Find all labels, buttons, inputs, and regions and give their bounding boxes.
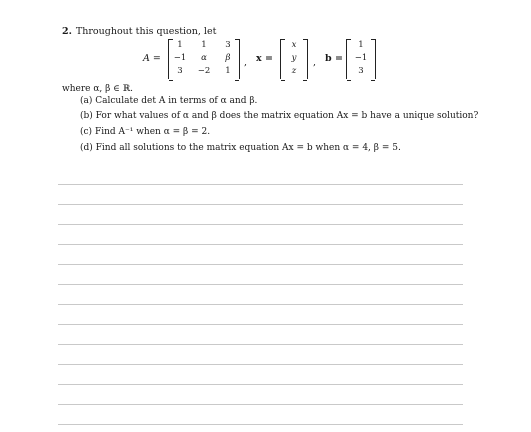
answer-line bbox=[58, 264, 463, 265]
answer-line bbox=[58, 284, 463, 285]
matrix-a-cell: β bbox=[225, 53, 231, 63]
question-part-a bbox=[80, 96, 257, 106]
vector-b-label: b = bbox=[325, 53, 343, 64]
answer-line bbox=[58, 364, 463, 365]
part-text: For what values of α and β does the matrix equation Ax = b have a unique solution? bbox=[95, 111, 479, 121]
matrix-a-cell: 1 bbox=[225, 66, 231, 76]
answer-line bbox=[58, 424, 463, 425]
matrix-a bbox=[168, 39, 240, 79]
matrix-a-cell: −2 bbox=[197, 66, 211, 76]
vector-b bbox=[346, 39, 376, 79]
separator-comma: , bbox=[244, 57, 248, 68]
answer-line bbox=[58, 404, 463, 405]
part-label: (a) bbox=[80, 96, 93, 106]
answer-line bbox=[58, 384, 463, 385]
question-part-c bbox=[80, 127, 210, 137]
matrix-a-cell: α bbox=[201, 53, 207, 63]
vector-b-cell: 3 bbox=[358, 66, 364, 76]
matrix-a-cell: 3 bbox=[225, 40, 231, 50]
vector-b-cell: −1 bbox=[354, 53, 368, 63]
part-label: (b) bbox=[80, 111, 93, 121]
definitions-row bbox=[0, 37, 531, 81]
separator-comma: , bbox=[313, 57, 317, 68]
question-intro: Throughout this question, let bbox=[75, 26, 217, 37]
answer-line bbox=[58, 304, 463, 305]
question-part-b bbox=[80, 111, 478, 121]
vector-x-label: x = bbox=[256, 53, 273, 64]
where-clause: where α, β ∈ ℝ. bbox=[62, 84, 134, 94]
matrix-a-label: A = bbox=[143, 53, 161, 64]
part-text: Find all solutions to the matrix equation Ax = b when α = 4, β = 5. bbox=[95, 143, 401, 153]
matrix-a-cell: 1 bbox=[177, 40, 183, 50]
vector-x-cell: y bbox=[291, 53, 297, 63]
vector-x-cell: x bbox=[291, 40, 297, 50]
matrix-a-cell: −1 bbox=[173, 53, 187, 63]
vector-x bbox=[280, 39, 308, 79]
matrix-a-cell: 3 bbox=[177, 66, 183, 76]
question-header bbox=[62, 26, 216, 37]
answer-line bbox=[58, 224, 463, 225]
part-text: Calculate det A in terms of α and β. bbox=[95, 96, 258, 106]
vector-x-cell: z bbox=[291, 66, 297, 76]
answer-line bbox=[58, 184, 463, 185]
answer-line bbox=[58, 324, 463, 325]
question-part-d bbox=[80, 143, 401, 153]
matrix-a-cell: 1 bbox=[201, 40, 207, 50]
answer-line bbox=[58, 244, 463, 245]
part-label: (d) bbox=[80, 143, 93, 153]
question-number: 2. bbox=[62, 26, 72, 37]
answer-line bbox=[58, 344, 463, 345]
part-label: (c) bbox=[80, 127, 93, 137]
answer-line bbox=[58, 204, 463, 205]
vector-b-cell: 1 bbox=[358, 40, 364, 50]
part-text: Find A⁻¹ when α = β = 2. bbox=[94, 127, 211, 137]
